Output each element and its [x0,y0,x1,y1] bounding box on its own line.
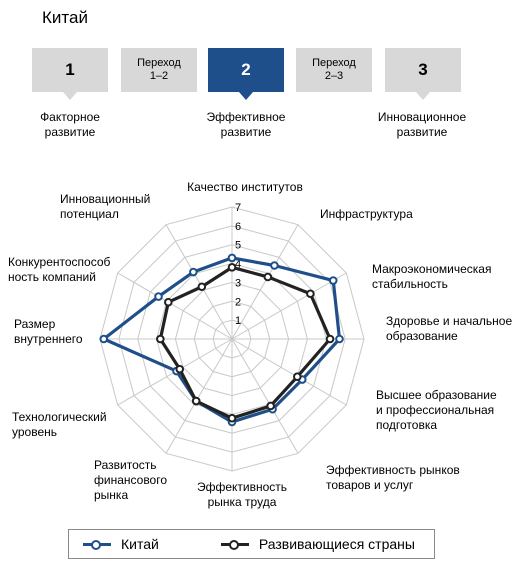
category-label [60,192,150,221]
data-point-china [271,262,278,269]
stage-text: 1 [65,60,75,79]
stage-label-line: Эффективное [206,110,286,124]
category-label-line: внутреннего [14,332,83,346]
stage-label-line: развитие [220,125,272,139]
data-point-china [330,277,337,284]
category-label-line: стабильность [372,277,448,291]
stage-label-line: Факторное [40,110,100,124]
data-point-developing [327,336,334,343]
category-label-line: Инновационный [60,192,151,206]
tick-label: 5 [235,239,242,252]
category-label-line: ность компаний [8,270,96,284]
stage-text: Переход [137,57,181,69]
page-title: Китай [42,8,88,27]
legend-label-developing: Развивающиеся страны [258,536,415,552]
category-label-line: Эффективность [196,480,288,494]
category-label [320,207,413,221]
category-label-line: Эффективность рынков [326,463,460,477]
stage-label-line: развитие [44,125,96,139]
category-label-line: образование [386,329,458,343]
stage-text: 3 [418,60,428,79]
tick-label: 3 [235,277,242,290]
legend-item-china [83,536,159,552]
category-label-line: Макроэкономическая [372,262,492,276]
tick-label: 7 [235,202,242,214]
stage-label-line: развитие [396,125,448,139]
legend-item-developing [221,536,415,552]
data-point-developing [265,274,272,281]
category-label-line: Здоровье и начальное [386,314,513,328]
data-point-china [155,293,162,300]
data-point-china [229,255,236,262]
data-point-developing [307,290,314,297]
category-label-line: товаров и услуг [326,478,414,492]
data-point-developing [229,264,236,271]
category-label [326,463,460,492]
data-point-developing [193,398,200,405]
data-point-developing [165,299,172,306]
data-point-china [190,269,197,276]
category-label [197,480,287,509]
category-label-line: рынка труда [207,495,277,509]
category-label-line: и профессиональная [376,403,495,417]
legend-label-china: Китай [121,536,159,552]
category-label-line: рынка [94,488,129,502]
category-label-line: Конкурентоспособ [8,255,111,269]
data-point-developing [176,366,183,373]
stage-text: Переход [312,57,356,69]
category-label-line: потенциал [60,207,119,221]
legend-swatch-developing [221,543,249,546]
category-label-line: Технологический [12,410,107,424]
category-label-line: Размер [14,317,56,331]
tick-label: 2 [235,296,242,309]
category-label [376,388,497,432]
stage-text: 2 [241,60,251,79]
category-label-line: Высшее образование [376,388,497,402]
data-point-developing [199,283,206,290]
category-label [372,262,491,291]
category-label [187,180,303,194]
stage-label-line: Инновационное [377,110,467,124]
tick-label: 1 [235,315,242,328]
category-label-line: уровень [12,425,58,439]
stage-text: 2–3 [324,70,344,82]
category-label-line: Развитость [94,458,157,472]
data-point-china [100,336,107,343]
category-label [14,317,83,346]
category-label-line: финансового [94,473,168,487]
legend-swatch-china [83,543,111,546]
category-label [8,255,111,284]
category-label [94,458,167,502]
stage-text: 1–2 [149,70,169,82]
category-label [386,314,512,343]
data-point-china [336,336,343,343]
tick-label: 4 [235,258,242,271]
category-label-line: подготовка [376,418,438,432]
data-point-developing [294,373,301,380]
tick-label: 6 [235,220,242,233]
data-point-developing [267,403,274,410]
category-label [12,410,107,439]
legend [68,529,435,559]
data-point-developing [229,415,236,422]
category-label-line: Качество институтов [187,180,303,194]
data-point-developing [157,336,164,343]
category-label-line: Инфраструктура [320,207,413,221]
